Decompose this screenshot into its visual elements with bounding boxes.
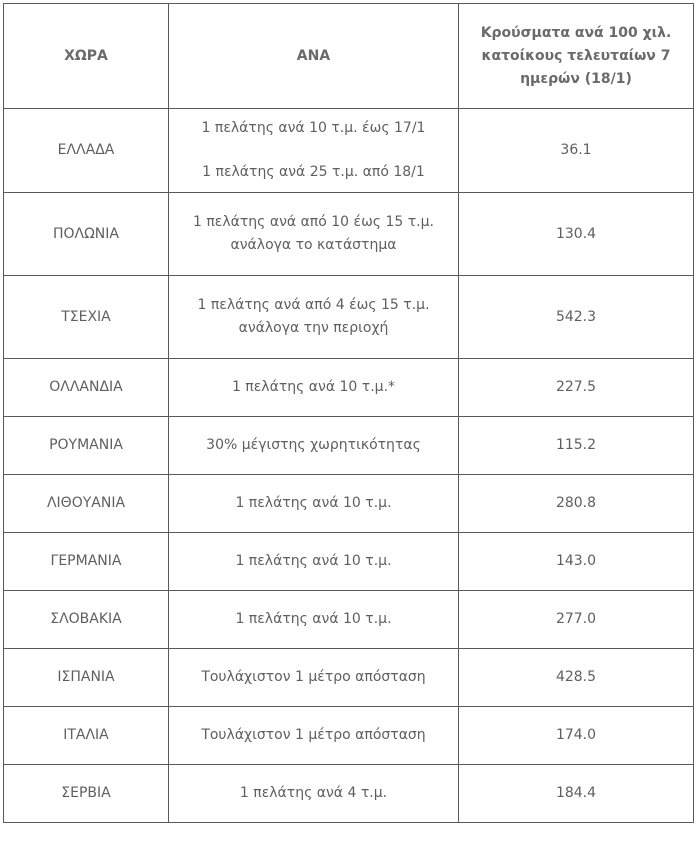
cell-cases: 184.4 bbox=[459, 765, 694, 823]
header-cases: Κρούσματα ανά 100 χιλ. κατοίκους τελευταίων 7 ημερών (18/1) bbox=[459, 4, 694, 109]
cell-per: 1 πελάτης ανά 10 τ.μ. bbox=[169, 475, 459, 533]
table-row bbox=[4, 649, 694, 707]
table-row bbox=[4, 707, 694, 765]
table-row bbox=[4, 276, 694, 359]
cell-country: ΣΕΡΒΙΑ bbox=[4, 765, 169, 823]
cell-per: Τουλάχιστον 1 μέτρο απόσταση bbox=[169, 707, 459, 765]
cell-cases: 115.2 bbox=[459, 417, 694, 475]
header-per: ΑΝΑ bbox=[169, 4, 459, 109]
cell-per: 1 πελάτης ανά 10 τ.μ.* bbox=[169, 359, 459, 417]
cell-per: Τουλάχιστον 1 μέτρο απόσταση bbox=[169, 649, 459, 707]
cell-country: ΙΣΠΑΝΙΑ bbox=[4, 649, 169, 707]
cell-per: 1 πελάτης ανά από 4 έως 15 τ.μ. ανάλογα την περιοχή bbox=[169, 276, 459, 359]
table-row bbox=[4, 533, 694, 591]
header-country: ΧΩΡΑ bbox=[4, 4, 169, 109]
cell-cases: 143.0 bbox=[459, 533, 694, 591]
cell-cases: 277.0 bbox=[459, 591, 694, 649]
cell-per bbox=[169, 109, 459, 193]
cell-cases: 280.8 bbox=[459, 475, 694, 533]
cell-per: 1 πελάτης ανά 10 τ.μ. bbox=[169, 533, 459, 591]
cell-country: ΕΛΛΑΔΑ bbox=[4, 109, 169, 193]
cell-cases: 542.3 bbox=[459, 276, 694, 359]
cell-country: ΟΛΛΑΝΔΙΑ bbox=[4, 359, 169, 417]
table-row bbox=[4, 417, 694, 475]
cell-country: ΓΕΡΜΑΝΙΑ bbox=[4, 533, 169, 591]
cell-country: ΣΛΟΒΑΚΙΑ bbox=[4, 591, 169, 649]
cell-country: ΤΣΕΧΙΑ bbox=[4, 276, 169, 359]
table-row bbox=[4, 359, 694, 417]
cell-per: 1 πελάτης ανά 4 τ.μ. bbox=[169, 765, 459, 823]
cell-per: 30% μέγιστης χωρητικότητας bbox=[169, 417, 459, 475]
table-header-row bbox=[4, 4, 694, 109]
cell-per-line: 1 πελάτης ανά 25 τ.μ. από 18/1 bbox=[202, 164, 425, 180]
cell-per-line: 1 πελάτης ανά 10 τ.μ. έως 17/1 bbox=[201, 120, 426, 136]
table-row bbox=[4, 109, 694, 193]
cell-cases: 36.1 bbox=[459, 109, 694, 193]
restrictions-table bbox=[3, 3, 694, 823]
table-row bbox=[4, 591, 694, 649]
cell-cases: 227.5 bbox=[459, 359, 694, 417]
table-row bbox=[4, 193, 694, 276]
cell-cases: 428.5 bbox=[459, 649, 694, 707]
cell-country: ΛΙΘΟΥΑΝΙΑ bbox=[4, 475, 169, 533]
table-row bbox=[4, 475, 694, 533]
cell-cases: 130.4 bbox=[459, 193, 694, 276]
cell-country: ΙΤΑΛΙΑ bbox=[4, 707, 169, 765]
cell-per: 1 πελάτης ανά από 10 έως 15 τ.μ. ανάλογα το κατάστημα bbox=[169, 193, 459, 276]
cell-country: ΠΟΛΩΝΙΑ bbox=[4, 193, 169, 276]
table-row bbox=[4, 765, 694, 823]
cell-per: 1 πελάτης ανά 10 τ.μ. bbox=[169, 591, 459, 649]
cell-country: ΡΟΥΜΑΝΙΑ bbox=[4, 417, 169, 475]
cell-cases: 174.0 bbox=[459, 707, 694, 765]
